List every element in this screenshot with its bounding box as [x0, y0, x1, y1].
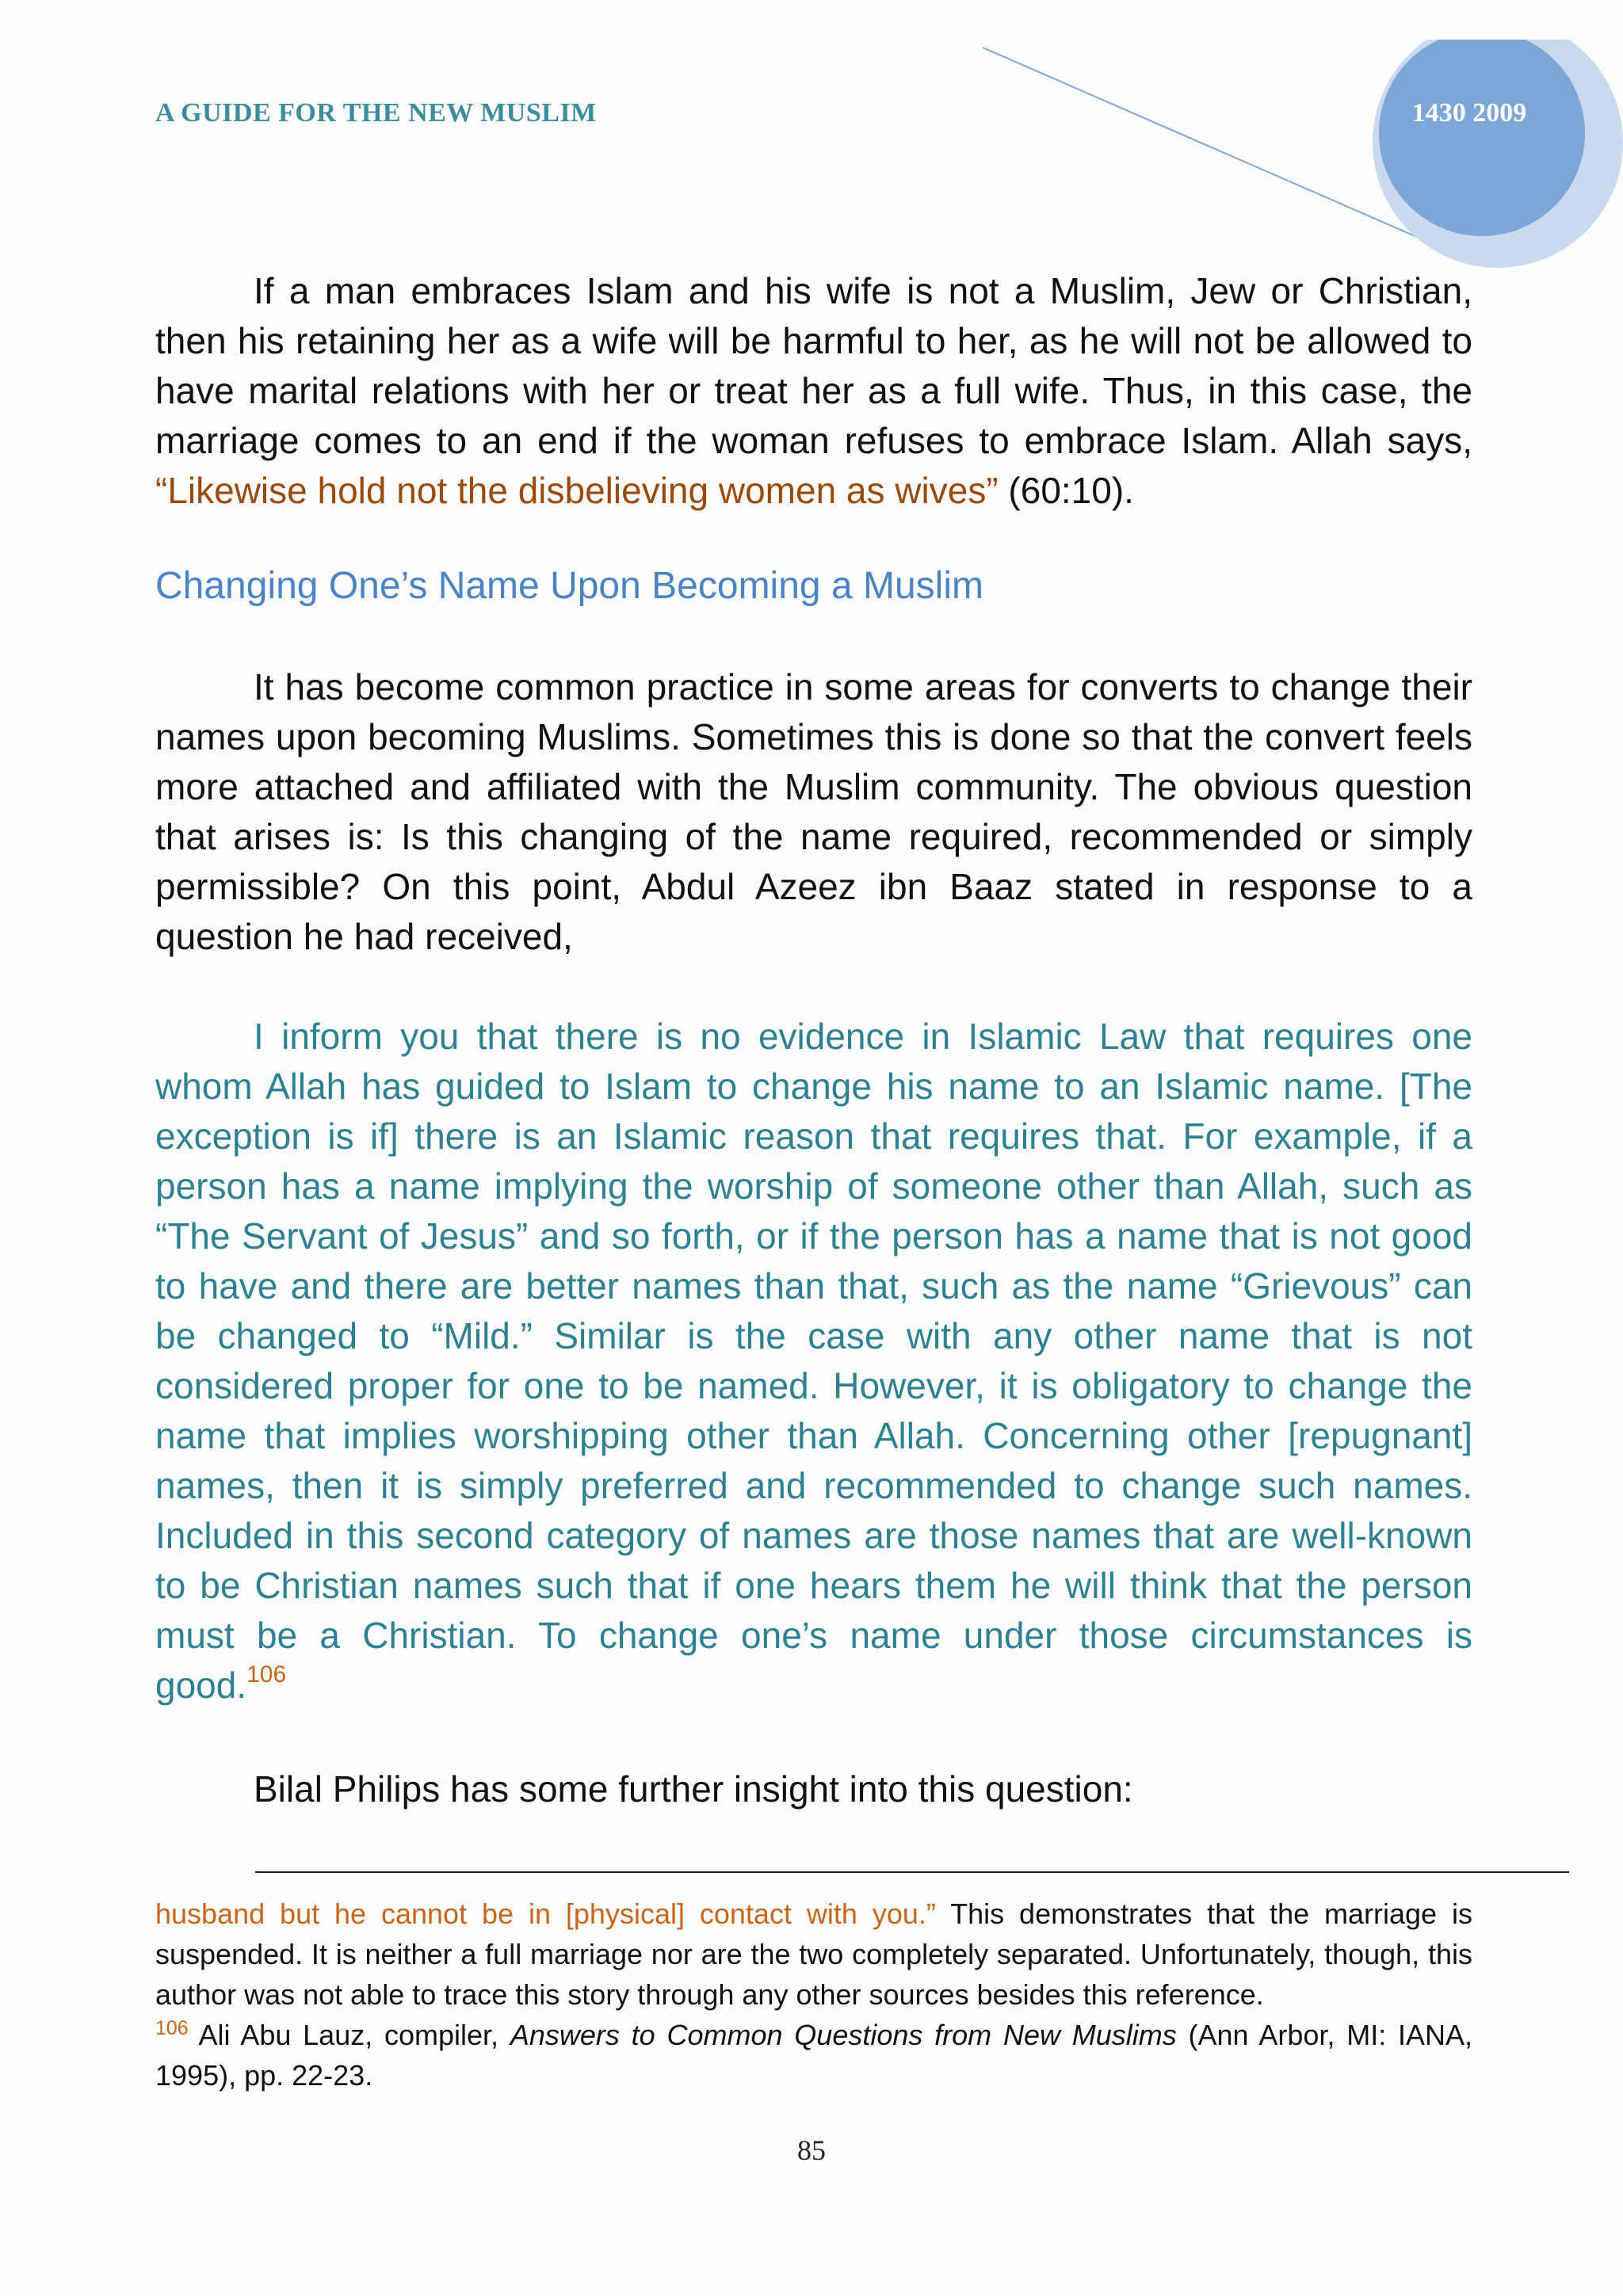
- footnote-106-number: 106: [155, 2017, 189, 2039]
- footnote-separator: [255, 1871, 1569, 1873]
- footnote-106-post: (Ann Arbor, MI: IANA, 1995), pp. 22-23.: [155, 2019, 1472, 2092]
- footnotes: [155, 1894, 1472, 2096]
- section-heading: Changing One’s Name Upon Becoming a Muslim: [155, 565, 983, 607]
- running-header-year: 1430 2009: [1411, 98, 1527, 128]
- quran-reference: (60:10).: [998, 470, 1134, 511]
- running-header-title: A GUIDE FOR THE NEW MUSLIM: [155, 98, 597, 128]
- block-quote-text: I inform you that there is no evidence in Islamic Law that requires one whom Allah has guided to Islam to change his name to an Islamic name. [The exception is if] there is an Islamic reason that requires that. For example, if a person has a name implying the worship of someone other than Allah, such as “The Servant of Jesus” and so forth, or if the person has a name that is not good to have and there are better names than that, such as the name “Grievous” can be changed to “Mild.” Similar is the case with any other name that is not considered proper for one to be named. However, it is obligatory to change the name that implies worshipping other than Allah. Concerning other [repugnant] names, then it is simply preferred and recommended to change such names. Included in this second category of names are those names that are well-known to be Christian names such that if one hears them he will think that the person must be a Christian. To change one’s name under those circumstances is good.: [155, 1016, 1472, 1706]
- paragraph-marriage: [155, 266, 1472, 516]
- footnote-reference-106[interactable]: 106: [246, 1661, 287, 1688]
- footnote-continued-text: This demonstrates that the marriage is suspended. It is neither a full marriage nor are the two completely separated. Unfortunately, though, this author was not able to trace this story through any other sources besides this reference.: [155, 1897, 1472, 2011]
- quran-quote: “Likewise hold not the disbelieving women as wives”: [155, 470, 999, 511]
- paragraph-bilal-philips: Bilal Philips has some further insight into this question:: [254, 1768, 1133, 1810]
- header-circle-decoration: [975, 40, 1623, 269]
- paragraph-marriage-text: If a man embraces Islam and his wife is not a Muslim, Jew or Christian, then his retaining her as a wife will be harmful to her, as he will not be allowed to have marital relations with her or treat her as a full wife. Thus, in this case, the marriage comes to an end if the woman refuses to embrace Islam. Allah says,: [155, 270, 1472, 461]
- paragraph-name-change: It has become common practice in some areas for converts to change their names upon becoming Muslims. Sometimes this is done so that the convert feels more attached and affiliated with the Muslim community. The obvious question that arises is: Is this changing of the name required, recommended or simply permissible? On this point, Abdul Azeez ibn Baaz stated in response to a question he had received,: [155, 666, 1472, 957]
- footnote-106-title: Answers to Common Questions from New Muslims: [510, 2019, 1177, 2051]
- footnote-continued: [155, 1894, 1472, 2015]
- block-quote-ibn-baaz: [155, 1012, 1472, 1711]
- page-number: 85: [797, 2134, 826, 2166]
- footnote-continued-quote: husband but he cannot be in [physical] contact with you.”: [155, 1897, 936, 1930]
- footnote-106-pre: Ali Abu Lauz, compiler,: [188, 2019, 510, 2051]
- footnote-106: [155, 2015, 1472, 2096]
